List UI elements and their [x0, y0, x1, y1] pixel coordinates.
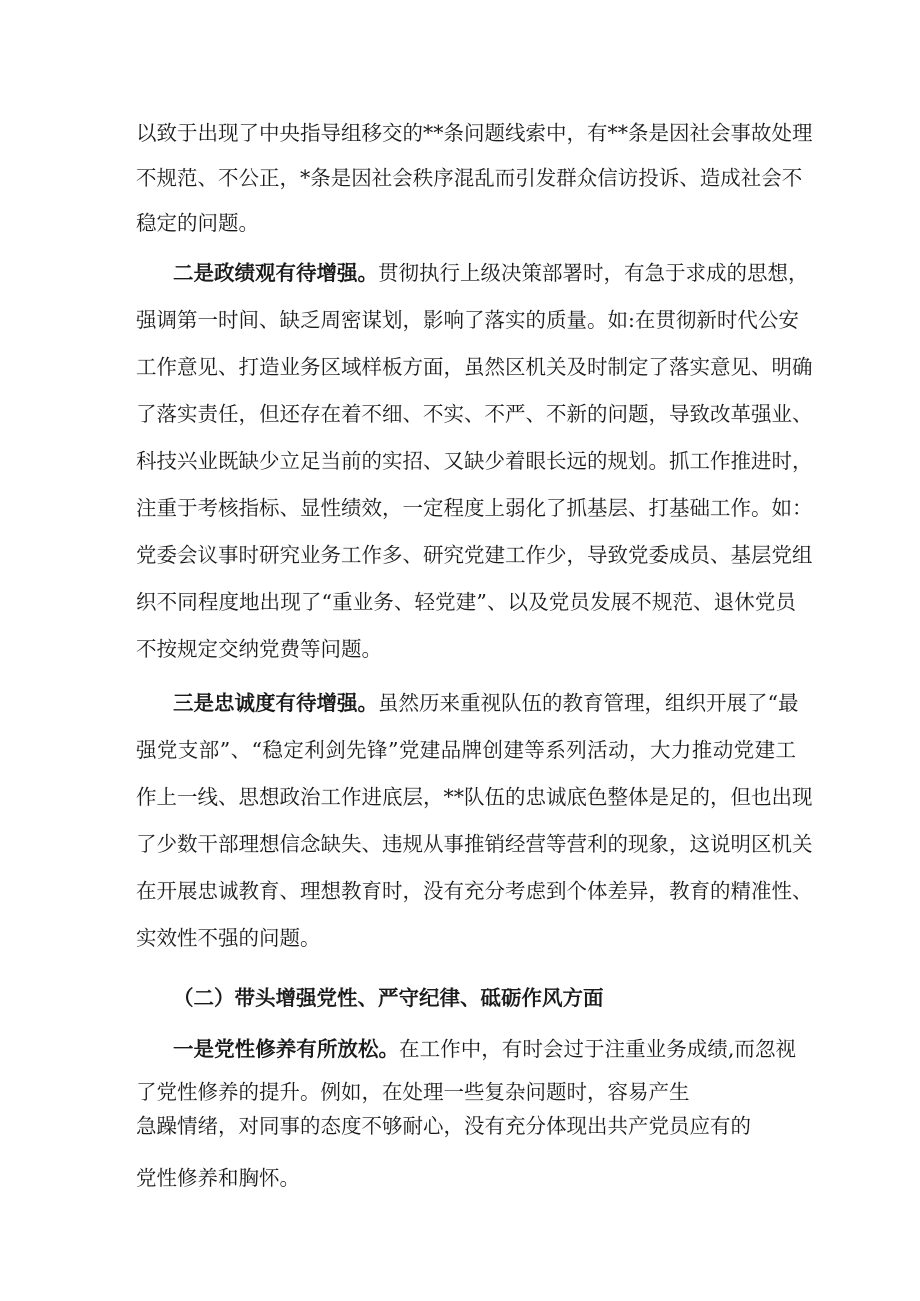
paragraph-2-lead: 二是政绩观有待增强。: [173, 261, 378, 285]
paragraph-4-line-3: 急躁情绪，对同事的态度不够耐心，没有充分体现出共产党员应有的: [136, 1114, 751, 1138]
paragraph-1-line-1: 以致于出现了中央指导组移交的**条问题线索中，有**条是因社会事故处理: [136, 121, 813, 145]
paragraph-2-line-3: 工作意见、打造业务区域样板方面，虽然区机关及时制定了落实意见、明确: [136, 355, 813, 379]
paragraph-3-line-1-text: 虽然历来重视队伍的教育管理，组织开展了“最: [378, 691, 799, 715]
paragraph-3-line-2: 强党支部”、“稳定利剑先锋”党建品牌创建等系列活动，大力推动党建工: [136, 738, 796, 762]
paragraph-1-line-2: 不规范、不公正，*条是因社会秩序混乱而引发群众信访投诉、造成社会不: [136, 166, 803, 190]
paragraph-1-line-3: 稳定的问题。: [136, 211, 259, 235]
paragraph-2-line-7: 党委会议事时研究业务工作多、研究党建工作少，导致党委成员、基层党组: [136, 543, 813, 567]
paragraph-3-line-3: 作上一线、思想政治工作进底层，**队伍的忠诚底色整体是足的，但也出现: [136, 785, 813, 809]
paragraph-3-line-1: [173, 688, 799, 718]
paragraph-3-line-5: 在开展忠诚教育、理想教育时，没有充分考虑到个体差异，教育的精准性、: [136, 879, 813, 903]
paragraph-2-line-6: 注重于考核指标、显性绩效，一定程度上弱化了抓基层、打基础工作。如：: [136, 496, 813, 520]
paragraph-2-line-1: [173, 258, 809, 288]
paragraph-2-line-8: 织不同程度地出现了“重业务、轻党建”、以及党员发展不规范、退休党员: [136, 590, 796, 614]
section-heading-text: （二）带头增强党性、严守纪律、砥砺作风方面: [173, 986, 604, 1010]
paragraph-3-line-6: 实效性不强的问题。: [136, 926, 321, 950]
paragraph-4-line-2: 了党性修养的提升。例如，在处理一些复杂问题时，容易产生: [136, 1080, 690, 1104]
paragraph-2-line-2: 强调第一时间、缺乏周密谋划，影响了落实的质量。如:在贯彻新时代公安: [136, 308, 799, 332]
paragraph-4-lead: 一是党性修养有所放松。: [173, 1037, 400, 1061]
paragraph-2-line-9: 不按规定交纳党费等问题。: [136, 637, 382, 661]
paragraph-2-line-4: 了落实责任，但还存在着不细、不实、不严、不新的问题，导致改革强业、: [136, 402, 813, 426]
paragraph-2-line-1-text: 贯彻执行上级决策部署时，有急于求成的思想，: [378, 261, 809, 285]
paragraph-2-line-5: 科技兴业既缺少立足当前的实招、又缺少着眼长远的规划。抓工作推进时，: [136, 449, 813, 473]
paragraph-4-line-4: 党性修养和胸怀。: [136, 1166, 300, 1190]
paragraph-3-lead: 三是忠诚度有待增强。: [173, 691, 378, 715]
paragraph-4-line-1: [173, 1034, 796, 1064]
paragraph-3-line-4: 了少数干部理想信念缺失、违规从事推销经营等营利的现象，这说明区机关: [136, 832, 813, 856]
paragraph-4-line-1-text: 在工作中，有时会过于注重业务成绩,而忽视: [399, 1037, 797, 1061]
section-heading: [173, 983, 833, 1013]
